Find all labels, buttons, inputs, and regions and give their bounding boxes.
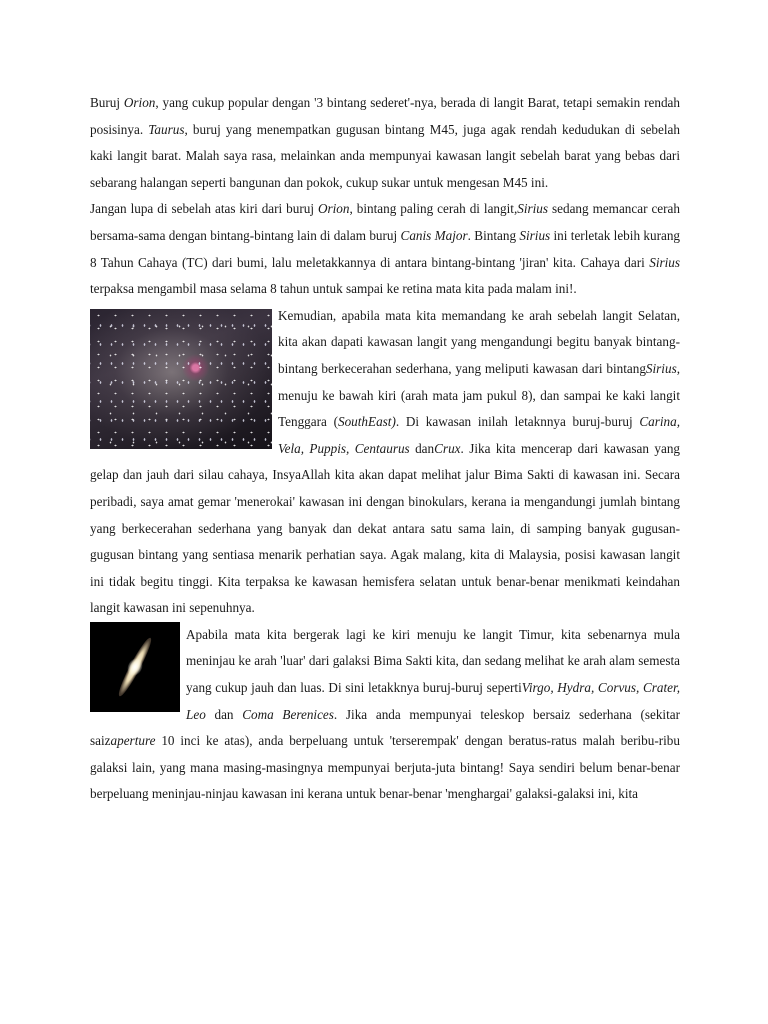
- text-run: Jangan lupa di sebelah atas kiri dari buruj: [90, 201, 318, 217]
- text-run: dan: [409, 440, 435, 456]
- italic-term: Orion: [123, 95, 156, 110]
- text-run: Buruj: [90, 95, 124, 110]
- text-run: terpaksa mengambil masa selama 8 tahun untuk sampai ke retina mata kita pada malam ini!.: [90, 281, 577, 297]
- text-run: Apabila mata kita bergerak lagi ke kiri menuju ke langit Timur, kita sebenarnya mula meninjau ke arah 'luar' dari galaksi Bima Sakti kita, dan sedang melihat ke arah alam semesta yang cukup jauh dan luas. Di sini letakknya buruj-buruj seperti: [186, 626, 680, 696]
- milky-way-photo: [90, 309, 272, 449]
- italic-term: Canis Major: [400, 227, 468, 243]
- text-run: ini terletak lebih kurang 8 Tahun Cahaya (TC) dari bumi, lalu meletakkannya di antara bintang-bintang 'jiran' kita. Cahaya dari: [90, 227, 681, 270]
- italic-term: SouthEast): [337, 414, 396, 430]
- text-run: dan: [205, 706, 243, 722]
- text-run: . Jika anda mempunyai teleskop bersaiz sederhana (sekitar saiz: [90, 706, 681, 749]
- italic-term: Sirius: [519, 227, 551, 243]
- italic-term: Crux: [434, 440, 461, 456]
- text-run: . Di kawasan inilah letaknnya buruj-buruj: [395, 414, 640, 430]
- text-run: . Bintang: [467, 227, 520, 243]
- text-run: , yang cukup popular dengan '3 bintang sederet'-nya, berada di langit Barat, tetapi semakin rendah posisinya.: [90, 95, 680, 137]
- text-run: , buruj yang menempatkan gugusan bintang M45, juga agak rendah kedudukan di sebelah kaki langit barat. Malah saya rasa, melainkan anda mempunyai kawasan langit sebelah barat yang bebas dari sebarang halangan seperti bangunan dan pokok, cukup sukar untuk mengesan M45 ini.: [90, 121, 680, 190]
- text-run: , bintang paling cerah di langit,: [349, 201, 518, 217]
- text-run: . Jika kita mencerap dari kawasan yang gelap dan jauh dari silau cahaya, InsyaAllah kita akan dapat melihat jalur Bima Sakti di kawasan ini. Secara peribadi, saya amat gemar 'menerokai' kawasan ini dengan binokulars, kerana ia mengandungi jumlah bintang yang berkecerahan sederhana yang banyak dan dekat antara satu sama lain, di samping banyak gugusan-gugusan bintang yang sentiasa menarik perhatian saya. Agak malang, kita di Malaysia, posisi kawasan langit ini tidak begitu tinggi. Kita terpaksa ke kawasan hemisfera selatan untuk benar-benar menikmati keindahan langit kawasan ini sepenuhnya.: [90, 440, 681, 616]
- text-run: Kemudian, apabila mata kita memandang ke arah sebelah langit Selatan, kita akan dapati kawasan langit yang mengandungi begitu banyak bintang-bintang berkecerahan sederhana, yang meliputi kawasan dari bintang: [278, 307, 680, 376]
- document-page: [90, 90, 680, 808]
- italic-term: Taurus: [148, 121, 185, 137]
- italic-term: Virgo, Hydra, Corvus, Crater, Leo: [186, 680, 680, 722]
- paragraph-2: [90, 196, 680, 302]
- text-run: sedang memancar cerah bersama-sama dengan bintang-bintang lain di dalam buruj: [90, 201, 680, 243]
- italic-term: Coma Berenices: [242, 706, 334, 722]
- text-run: , menuju ke bawah kiri (arah mata jam pukul 8), dan sampai ke kaki langit Tenggara (: [278, 360, 680, 430]
- italic-term: aperture: [110, 733, 156, 749]
- italic-term: Sirius: [649, 254, 680, 270]
- italic-term: Sirius: [645, 360, 677, 376]
- galaxy-photo: [90, 622, 180, 712]
- italic-term: Sirius: [517, 201, 549, 217]
- paragraph-1: [90, 90, 680, 196]
- italic-term: Orion: [317, 201, 350, 217]
- italic-term: Carina, Vela, Puppis, Centaurus: [278, 414, 680, 456]
- text-run: 10 inci ke atas), anda berpeluang untuk 'terserempak' dengan beratus-ratus malah beribu-ribu galaksi lain, yang mana masing-masingnya mempunyai berjuta-juta bintang! Saya sendiri belum benar-benar berpeluang meninjau-ninjau kawasan ini kerana untuk benar-benar 'menghargai' galaksi-galaksi ini, kita: [90, 733, 680, 802]
